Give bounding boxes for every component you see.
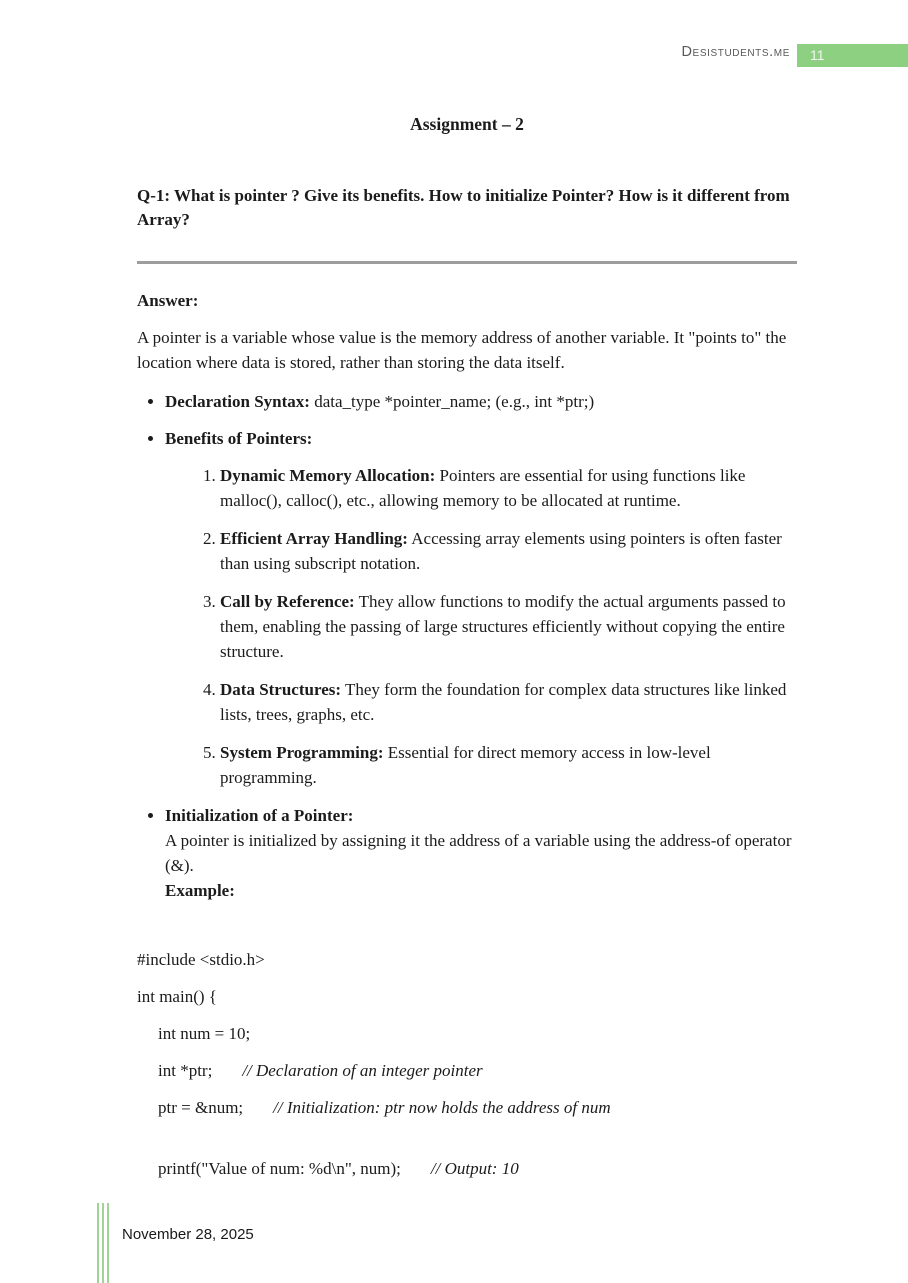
code-line — [137, 948, 797, 972]
bullet-lead: • Initialization of a Pointer: — [165, 806, 354, 825]
code-text: #include <stdio.h> — [137, 950, 265, 969]
bullet-initialization — [165, 803, 797, 903]
code-line — [137, 1157, 797, 1181]
code-line — [137, 985, 797, 1009]
bullet-lead: Benefits of Pointers: — [165, 429, 313, 448]
code-line — [137, 1022, 797, 1046]
benefits-numbered-list — [165, 463, 797, 790]
code-text: int *ptr; — [158, 1061, 213, 1080]
footer-accent-line — [97, 1203, 99, 1283]
footer-accent-line — [107, 1203, 109, 1283]
footer-accent-line — [102, 1203, 104, 1283]
page-number-badge — [797, 44, 908, 67]
benefit-item — [220, 589, 797, 664]
benefit-item — [220, 677, 797, 727]
benefit-lead: Dynamic Memory Allocation: — [220, 466, 436, 485]
document-content — [137, 104, 797, 1194]
bullet-lead: Declaration Syntax: — [165, 392, 310, 411]
bullet-declaration-syntax — [165, 389, 797, 414]
answer-bullet-list — [137, 389, 797, 903]
question-text: Q-1: What is pointer ? Give its benefits. How to initialize Pointer? How is it different from Array? — [137, 186, 790, 229]
code-comment: // Initialization: ptr now holds the address of num — [273, 1098, 611, 1117]
code-text: int main() { — [137, 987, 217, 1006]
footer-date: November 28, 2025 — [122, 1226, 254, 1243]
code-comment: // Declaration of an integer pointer — [242, 1061, 483, 1080]
divider-rule — [137, 261, 797, 264]
initialization-text: A pointer is initialized by assigning it the address of a variable using the address-of operator (&). — [165, 831, 792, 875]
page-title: Assignment – 2 — [410, 114, 524, 134]
code-text: printf("Value of num: %d\n", num); — [158, 1159, 401, 1178]
answer-intro-paragraph: A pointer is a variable whose value is the memory address of another variable. It "points to" the location where data is stored, rather than storing the data itself. — [137, 328, 787, 372]
benefit-item — [220, 740, 797, 790]
benefit-item — [220, 463, 797, 513]
code-example — [137, 948, 797, 1181]
code-text: ptr = &num; — [158, 1098, 244, 1117]
benefit-lead: Call by Reference: — [220, 592, 355, 611]
footer-accent-lines — [97, 1203, 109, 1283]
bullet-text: data_type *pointer_name; (e.g., int *ptr;) — [309, 392, 595, 411]
benefit-text: They form the foundation for complex data structures like linked lists, trees, graphs, etc. — [220, 680, 787, 724]
benefit-text: They allow functions to modify the actual arguments passed to them, enabling the passing of large structures efficiently without copying the entire structure. — [220, 592, 786, 661]
header-site-name: Desistudents.me — [681, 44, 790, 60]
code-line — [137, 1059, 797, 1083]
answer-heading: Answer: — [137, 291, 199, 310]
benefit-text: Accessing array elements using pointers is often faster than using subscript notation. — [220, 529, 782, 573]
benefit-lead: Data Structures: — [220, 680, 342, 699]
benefit-lead: Efficient Array Handling: — [220, 529, 408, 548]
benefit-text: Pointers are essential for using functions like malloc(), calloc(), etc., allowing memory to be allocated at runtime. — [220, 466, 746, 510]
benefit-lead: System Programming: — [220, 743, 384, 762]
benefit-item — [220, 526, 797, 576]
code-text: int num = 10; — [158, 1024, 251, 1043]
page-number: 11 — [810, 47, 825, 63]
code-comment: // Output: 10 — [430, 1159, 519, 1178]
code-line — [137, 1096, 797, 1120]
example-label: Example: — [165, 881, 235, 900]
benefit-text: Essential for direct memory access in low-level programming. — [220, 743, 711, 787]
bullet-benefits — [165, 426, 797, 790]
